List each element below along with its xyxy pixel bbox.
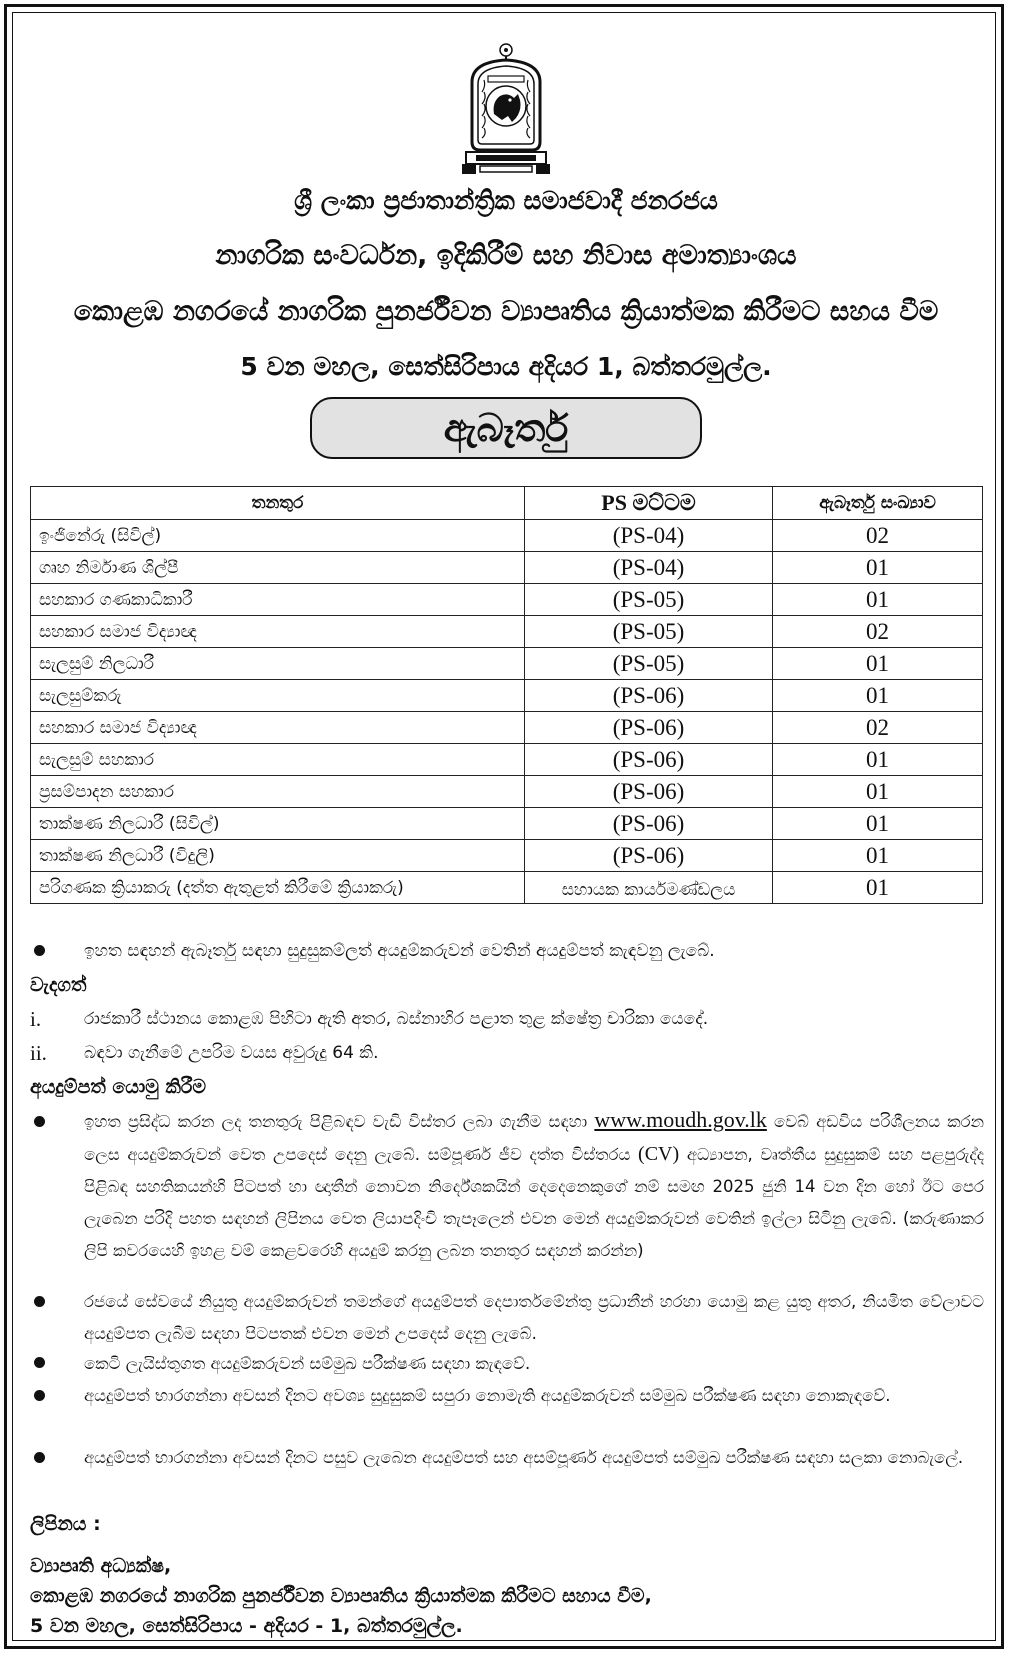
count-cell: 01: [773, 744, 983, 776]
paragraph-text: ඉහත ප්‍රසිද්ධ කරන ලද තනතුරු පිළිබඳව වැඩි විස්තර ලබා ගැනීම සඳහා: [84, 1112, 588, 1131]
post-cell: සහකාර ගණකාධිකාරී: [31, 584, 525, 616]
table-row: [31, 680, 983, 712]
important-item: රාජකාරී ස්ථානය කොළඹ පිහිටා ඇති අතර, බස්නාහිර පළාත තුළ ක්ෂේත්‍ර චාරිකා යෙදේ.: [84, 1009, 709, 1029]
bullet-icon: [34, 945, 45, 956]
level-cell: (PS-06): [525, 776, 773, 808]
level-cell: (PS-05): [525, 584, 773, 616]
important-heading: වැදගත්: [30, 974, 87, 996]
count-cell: 01: [773, 552, 983, 584]
item-number: ii.: [30, 1041, 47, 1065]
level-cell: (PS-05): [525, 616, 773, 648]
address-line-3: 5 වන මහල, සෙත්සිරිපාය - අදියර - 1, බත්තරමුල්ල.: [30, 1615, 463, 1637]
address-line-1: ව්‍යාපෘති අධ්‍යක්ෂ,: [30, 1555, 172, 1577]
ministry-name: නාගරික සංවර්ධන, ඉදිකිරීම් සහ නිවාස අමාත්‍යාංශය: [215, 240, 797, 271]
website-link[interactable]: www.moudh.gov.lk: [594, 1107, 767, 1132]
post-cell: පරිගණක ක්‍රියාකරු (දත්ත ඇතුළත් කිරීමේ ක්‍රියාකරු): [31, 872, 525, 904]
table-row: [31, 776, 983, 808]
post-cell: සැලසුම්කරු: [31, 680, 525, 712]
count-cell: 02: [773, 616, 983, 648]
level-cell: (PS-05): [525, 648, 773, 680]
national-emblem-icon: [462, 42, 550, 174]
count-cell: 01: [773, 584, 983, 616]
table-row: [31, 840, 983, 872]
level-text: සහායක කාර්යමණ්ඩලය: [561, 879, 736, 900]
level-cell: [525, 872, 773, 904]
cv-label: (CV): [638, 1143, 680, 1165]
post-cell: සහකාර සමාජ විද්‍යාඥ: [31, 616, 525, 648]
table-row: [31, 584, 983, 616]
item-number: i.: [30, 1007, 42, 1031]
count-cell: 01: [773, 840, 983, 872]
post-cell: තාක්ෂණ නිලධාරී (විදුලි): [31, 840, 525, 872]
table-row: [31, 712, 983, 744]
level-cell: (PS-06): [525, 680, 773, 712]
count-cell: 01: [773, 648, 983, 680]
bullet-icon: [34, 1390, 45, 1401]
bullet-icon: [34, 1357, 45, 1368]
table-row: [31, 872, 983, 904]
count-cell: 02: [773, 520, 983, 552]
bullet-icon: [34, 1452, 45, 1463]
application-paragraph-1: [84, 1104, 984, 1267]
level-cell: (PS-04): [525, 520, 773, 552]
level-cell: (PS-06): [525, 808, 773, 840]
paragraph-text: අධ්‍යාපන, වෘත්තීය සුදුසුකම් සහ පළපුරුද්ද පිළිබඳ සහතිකයන්හි පිටපත් හා ඥාතීන් නොවන නිර්දේශකයින් දෙදෙනෙකුගේ නම් සමඟ 2025 ජුනි 14 වන දින හෝ ඊට පෙර ලැබෙන පරිදි පහත සඳහන් ලිපිනය වෙත ලියාපදිංචි තැපෑලෙන් එවන මෙන් අයදුම්කරුවන් වෙතින් ඉල්ලා සිටිනු ලැබේ. (කරුණාකර ලිපි කවරයෙහි ඉහළ වම් කෙළවරෙහි අයදුම් කරනු ලබන තනතුර සඳහන් කරන්න): [84, 1145, 985, 1260]
table-row: [31, 808, 983, 840]
paragraph-text: වෙබ් අඩවිය පරිශීලනය කරන ලෙස අයදුම්කරුවන් වෙත උපදෙස් දෙනු ලැබේ. සම්පූර්ණ ජීව දත්ත විස්තරය: [84, 1112, 985, 1164]
address-label: ලිපිනය :: [30, 1513, 101, 1535]
count-cell: 01: [773, 808, 983, 840]
post-cell: ප්‍රසම්පාදන සහකාර: [31, 776, 525, 808]
count-cell: 01: [773, 872, 983, 904]
table-row: [31, 648, 983, 680]
intro-note: ඉහත සඳහන් ඇබෑර්තු සඳහා සුදුසුකම්ලත් අයදුම්කරුවන් වෙතින් අයදුම්පත් කැඳවනු ලැබේ.: [84, 941, 715, 961]
vacancies-title: ඇබෑර්තු: [310, 397, 702, 459]
column-header-level: PS මට්ටම: [525, 487, 773, 520]
post-cell: ඉංජිනේරු (සිවිල්): [31, 520, 525, 552]
post-cell: සැලසුම් නිලධාරී: [31, 648, 525, 680]
post-cell: තාක්ෂණ නිලධාරී (සිවිල්): [31, 808, 525, 840]
level-cell: (PS-04): [525, 552, 773, 584]
address-line-2: කොළඹ නගරයේ නාගරික පුනර්ජීවන ව්‍යාපෘතිය ක්‍රියාත්මක කිරීමට සහාය වීම,: [30, 1585, 652, 1607]
office-address: 5 වන මහල, සෙත්සිරිපාය අදියර 1, බත්තරමුල්ල.: [240, 352, 772, 381]
application-paragraph-3: කෙටි ලැයිස්තුගත අයදුම්කරුවන් සම්මුඛ පරීක්ෂණ සඳහා කැඳවේ.: [84, 1354, 531, 1373]
table-row: [31, 616, 983, 648]
count-cell: 02: [773, 712, 983, 744]
level-cell: (PS-06): [525, 840, 773, 872]
level-cell: (PS-06): [525, 744, 773, 776]
application-paragraph-5: අයදුම්පත් භාරගන්නා අවසන් දිනට පසුව ලැබෙන අයදුම්පත් සහ අසම්පූර්ණ අයදුම්පත් සම්මුඛ පරීක්ෂණ සඳහා සලකා නොබැලේ.: [84, 1448, 964, 1467]
count-cell: 01: [773, 680, 983, 712]
level-cell: (PS-06): [525, 712, 773, 744]
column-header-count: ඇබෑර්තු සංඛ්‍යාව: [773, 487, 983, 520]
post-cell: සහකාර සමාජ විද්‍යාඥ: [31, 712, 525, 744]
application-heading: අයදුම්පත් යොමු කිරීම: [30, 1076, 207, 1098]
project-name: කොළඹ නගරයේ නාගරික පුනර්ජීවන ව්‍යාපෘතිය ක්‍රියාත්මක කිරීමට සහය වීම: [73, 296, 939, 327]
important-item: බඳවා ගැනීමේ උපරිම වයස අවුරුදු 64 කි.: [84, 1043, 379, 1063]
vacancies-table: [30, 486, 983, 904]
table-header-row: [31, 487, 983, 520]
bullet-icon: [34, 1296, 45, 1307]
column-header-post: තනතුර: [31, 487, 525, 520]
count-cell: 01: [773, 776, 983, 808]
table-row: [31, 520, 983, 552]
application-paragraph-4: අයදුම්පත් භාරගන්නා අවසන් දිනට අවශ්‍ය සුදුසුකම් සපුරා නොමැති අයදුම්කරුවන් සම්මුඛ පරීක්ෂණ සඳහා නොකැඳවේ.: [84, 1386, 891, 1405]
post-cell: ගෘහ නිර්මාණ ශිල්පී: [31, 552, 525, 584]
table-row: [31, 744, 983, 776]
table-row: [31, 552, 983, 584]
post-cell: සැලසුම් සහකාර: [31, 744, 525, 776]
bullet-icon: [34, 1116, 45, 1127]
country-name: ශ්‍රී ලංකා ප්‍රජාතාන්ත්‍රික සමාජවාදී ජනරජය: [294, 186, 718, 215]
application-paragraph-2: රජයේ සේවයේ නියුතු අයදුම්කරුවන් තමන්ගේ අයදුම්පත් දෙපාර්තමේන්තු ප්‍රධානීන් හරහා යොමු කළ යුතු අතර, නියමිත වේලාවට අයදුම්පත ලැබීම සඳහා පිටපතක් එවන මෙන් උපදෙස් දෙනු ලැබේ.: [84, 1292, 984, 1343]
